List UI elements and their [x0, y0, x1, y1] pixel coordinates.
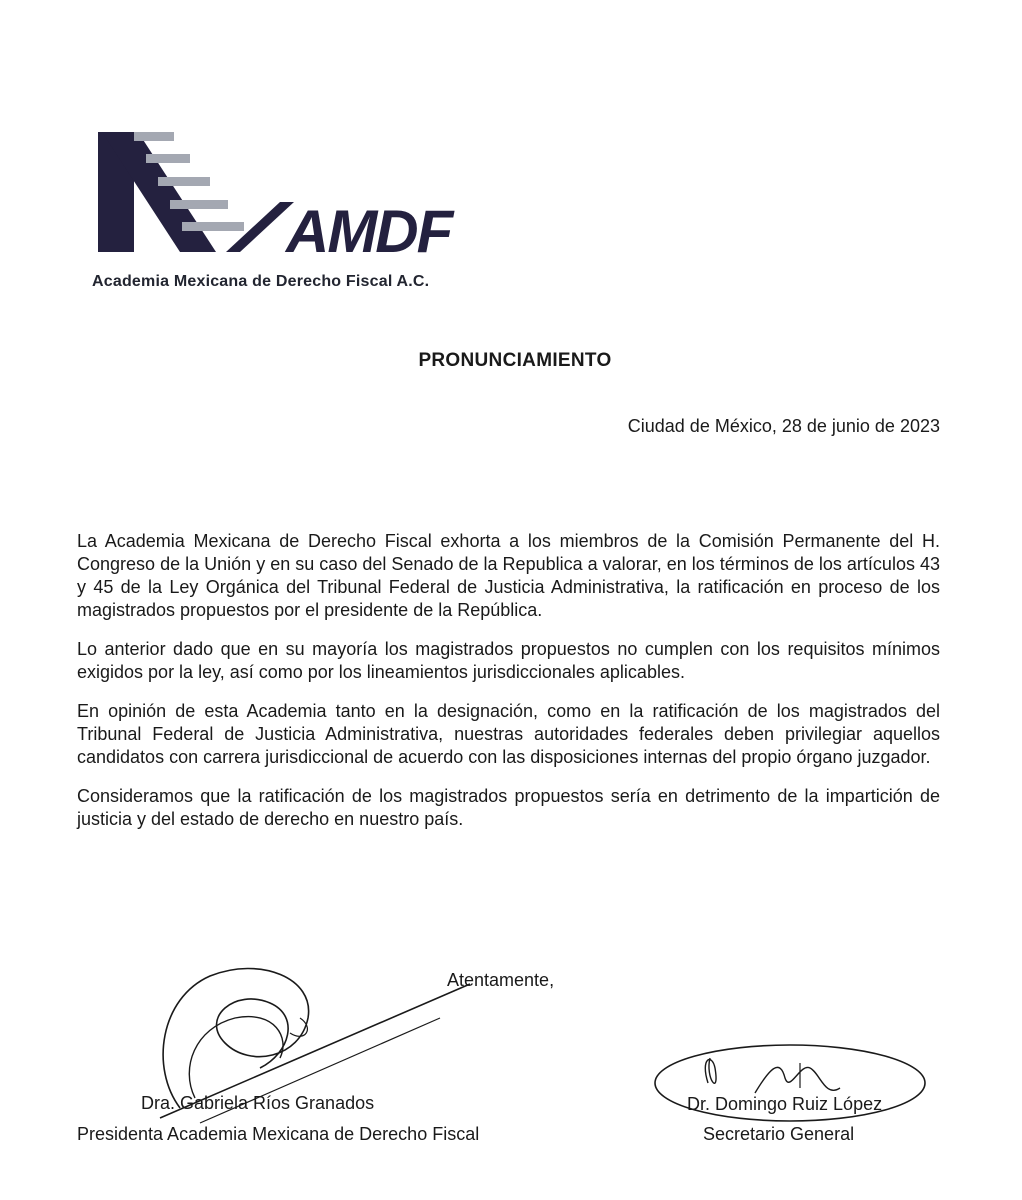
signature-right	[650, 1038, 940, 1148]
signatory-right-name: Dr. Domingo Ruiz López	[687, 1094, 883, 1114]
paragraph: En opinión de esta Academia tanto en la designación, como en la ratificación de los magistrados del Tribunal Federal de Justicia Administrativa, nuestras autoridades federales deben privilegiar aquellos candidatos con carrera jurisdiccional de acuerdo con las disposiciones internas del propio órgano juzgador.	[77, 701, 940, 767]
signatory-left-role: Presidenta Academia Mexicana de Derecho Fiscal	[77, 1124, 480, 1144]
logo-stair	[146, 154, 190, 163]
logo-letters: AMDF	[286, 198, 452, 258]
document-title: PRONUNCIAMIENTO	[418, 350, 612, 371]
closing-salutation: Atentamente,	[447, 970, 555, 990]
logo-stair	[134, 132, 174, 141]
signatory-left-name: Dra. Gabriela Ríos Granados	[141, 1093, 375, 1113]
signature-left	[140, 958, 480, 1128]
document-body	[77, 530, 940, 847]
signatory-right-role: Secretario General	[703, 1124, 855, 1144]
date-line: Ciudad de México, 28 de junio de 2023	[627, 416, 940, 436]
paragraph: La Academia Mexicana de Derecho Fiscal exhorta a los miembros de la Comisión Permanente del H. Congreso de la Unión y en su caso del Senado de la Republica a valorar, en los términos de los artículos 43 y 45 de la Ley Orgánica del Tribunal Federal de Justicia Administrativa, la ratificación en proceso de los magistrados propuestos por el presidente de la República.	[77, 531, 940, 620]
organization-name: Academia Mexicana de Derecho Fiscal A.C.	[92, 273, 430, 290]
logo-stair	[170, 200, 228, 209]
logo-stair	[182, 222, 244, 231]
amdf-logo	[98, 128, 478, 258]
paragraph: Lo anterior dado que en su mayoría los magistrados propuestos no cumplen con los requisitos mínimos exigidos por la ley, así como por los lineamientos jurisdiccionales aplicables.	[77, 639, 940, 682]
logo-stair	[158, 177, 210, 186]
paragraph: Consideramos que la ratificación de los magistrados propuestos sería en detrimento de la impartición de justicia y del estado de derecho en nuestro país.	[77, 786, 940, 829]
